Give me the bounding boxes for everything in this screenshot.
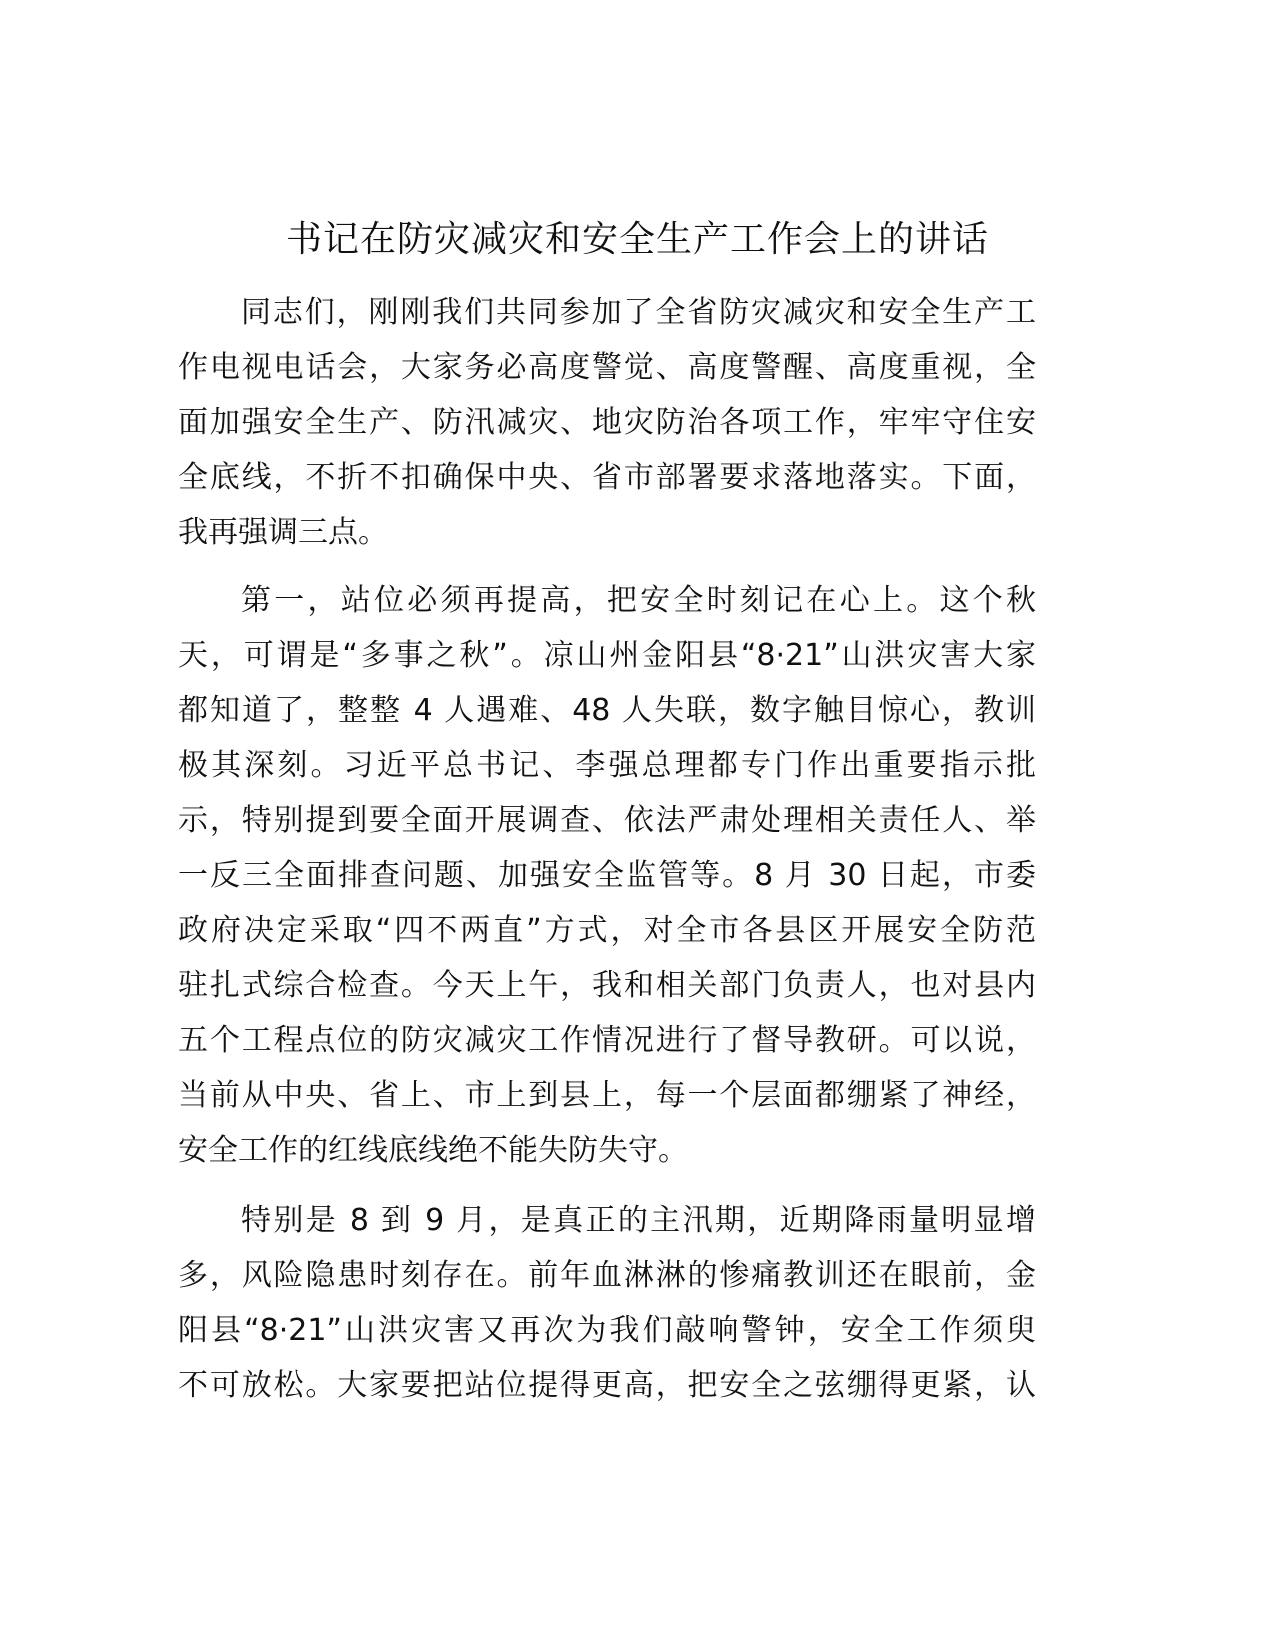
text-line: 不可放松。大家要把站位提得更高，把安全之弦绷得更紧，认 [178, 1368, 1036, 1403]
document-title: 书记在防灾减灾和安全生产工作会上的讲话 [285, 219, 989, 260]
text-line: 一反三全面排查问题、加强安全监管等。8 月 30 日起，市委 [178, 858, 1036, 893]
text-line: 天，可谓是“多事之秋”。凉山州金阳县“8·21”山洪灾害大家 [178, 638, 1036, 673]
paragraph-flood-season [178, 1193, 1036, 1413]
text-line: 全底线，不折不扣确保中央、省市部署要求落地落实。下面， [178, 460, 1036, 495]
text-line: 作电视电话会，大家务必高度警觉、高度警醒、高度重视，全 [178, 350, 1036, 385]
text-line: 同志们，刚刚我们共同参加了全省防灾减灾和安全生产工 [241, 295, 1036, 330]
text-line: 都知道了，整整 4 人遇难、48 人失联，数字触目惊心，教训 [178, 693, 1036, 728]
text-line: 五个工程点位的防灾减灾工作情况进行了督导教研。可以说， [178, 1023, 1036, 1058]
text-line: 我再强调三点。 [178, 515, 388, 550]
text-line: 示，特别提到要全面开展调查、依法严肃处理相关责任人、举 [178, 803, 1036, 838]
paragraph-opening [178, 285, 1036, 560]
text-line: 阳县“8·21”山洪灾害又再次为我们敲响警钟，安全工作须臾 [178, 1313, 1036, 1348]
paragraph-point-one [178, 573, 1036, 1178]
text-line: 多，风险隐患时刻存在。前年血淋淋的惨痛教训还在眼前，金 [178, 1258, 1036, 1293]
text-line: 政府决定采取“四不两直”方式，对全市各县区开展安全防范 [178, 913, 1036, 948]
text-line: 面加强安全生产、防汛减灾、地灾防治各项工作，牢牢守住安 [178, 405, 1036, 440]
text-line: 驻扎式综合检查。今天上午，我和相关部门负责人，也对县内 [178, 968, 1036, 1003]
text-line: 第一，站位必须再提高，把安全时刻记在心上。这个秋 [241, 583, 1036, 618]
text-line: 安全工作的红线底线绝不能失防失守。 [178, 1133, 688, 1168]
text-line: 特别是 8 到 9 月，是真正的主汛期，近期降雨量明显增 [241, 1203, 1036, 1238]
text-line: 极其深刻。习近平总书记、李强总理都专门作出重要指示批 [178, 748, 1036, 783]
text-line: 当前从中央、省上、市上到县上，每一个层面都绷紧了神经， [178, 1078, 1036, 1113]
